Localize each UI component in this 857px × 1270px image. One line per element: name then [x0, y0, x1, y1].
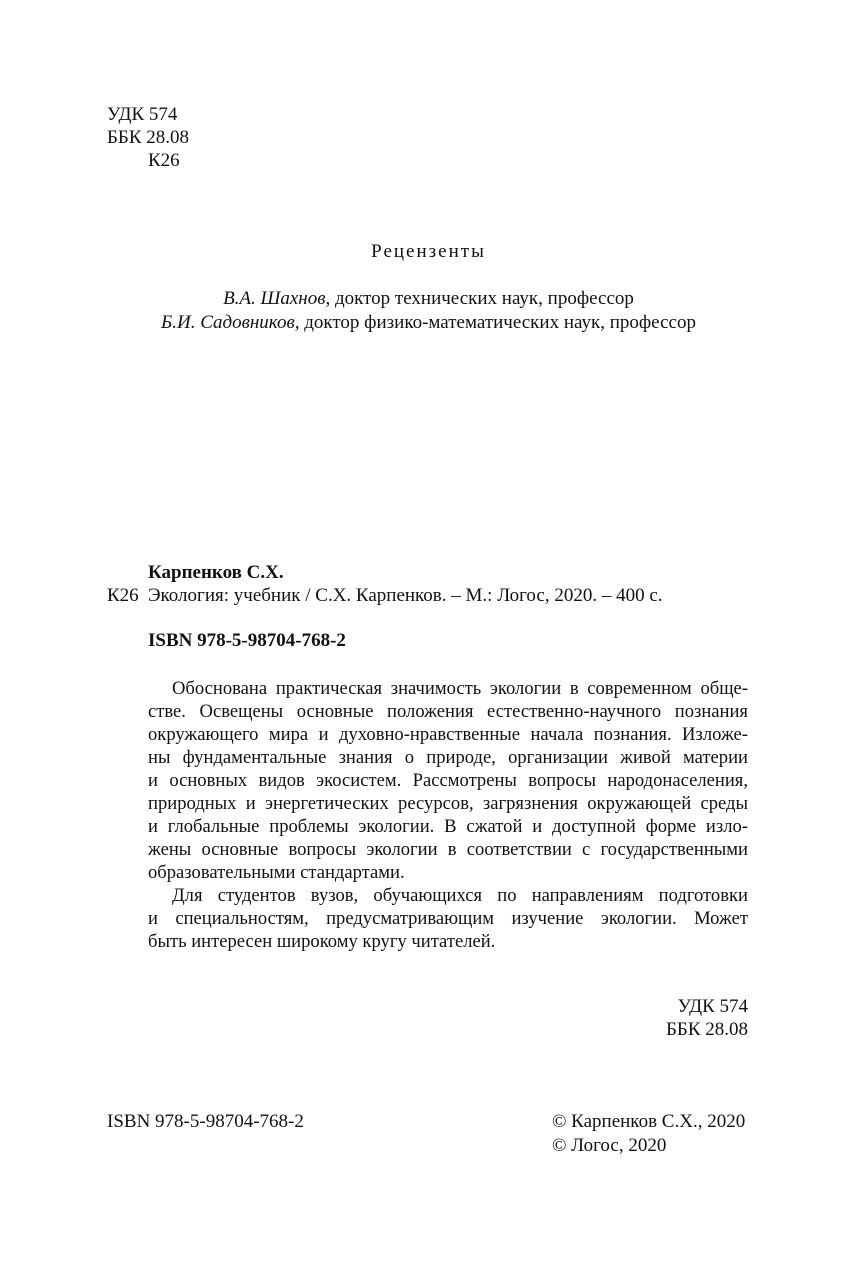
copyright-author: © Карпенков С.Х., 2020 [552, 1111, 746, 1132]
reviewer-name: В.А. Шахнов, [223, 288, 331, 309]
abstract-line: ны фундаментальные знания о природе, организации живой материи [148, 747, 748, 768]
bbk-top: ББК 28.08 [107, 127, 189, 148]
footer-isbn: ISBN 978-5-98704-768-2 [107, 1111, 304, 1132]
abstract-line: и специальностям, предусматривающим изучение экологии. Может [148, 908, 748, 929]
udk-top: УДК 574 [107, 104, 178, 125]
abstract-line: и основных видов экосистем. Рассмотрены вопросы народонаселения, [148, 770, 748, 791]
bibliographic-description: Экология: учебник / С.Х. Карпенков. – М.: Логос, 2020. – 400 с. [148, 585, 663, 606]
abstract-line: и глобальные проблемы экологии. В сжатой и доступной форме изло- [148, 816, 748, 837]
isbn-bold: ISBN 978-5-98704-768-2 [148, 630, 346, 651]
reviewer-2 [0, 311, 857, 335]
abstract-line: Для студентов вузов, обучающихся по направлениям подготовки [172, 885, 748, 906]
abstract-line: стве. Освещены основные положения естественно-научного познания [148, 701, 748, 722]
abstract-line: жены основные вопросы экологии в соответствии с государственными [148, 839, 748, 860]
reviewer-title: доктор физико-математических наук, профессор [299, 312, 696, 333]
abstract-line: Обоснована практическая значимость экологии в современном обще- [172, 678, 748, 699]
reviewer-1 [0, 287, 857, 311]
abstract-line: образовательными стандартами. [148, 862, 405, 883]
reviewer-name: Б.И. Садовников, [161, 312, 300, 333]
author-mark-top: К26 [148, 150, 180, 171]
abstract [148, 677, 748, 953]
udk-bottom: УДК 574 [677, 996, 748, 1017]
author-mark: К26 [107, 585, 139, 606]
abstract-line: природных и энергетических ресурсов, загрязнения окружающей среды [148, 793, 748, 814]
abstract-line: окружающего мира и духовно-нравственные начала познания. Изложе- [148, 724, 748, 745]
abstract-line: быть интересен широкому кругу читателей. [148, 931, 496, 952]
book-author: Карпенков С.Х. [148, 562, 284, 583]
reviewer-title: доктор технических наук, профессор [330, 288, 634, 309]
reviewers-heading: Рецензенты [371, 241, 486, 262]
copyright-publisher: © Логос, 2020 [552, 1135, 667, 1156]
bbk-bottom: ББК 28.08 [666, 1019, 748, 1040]
